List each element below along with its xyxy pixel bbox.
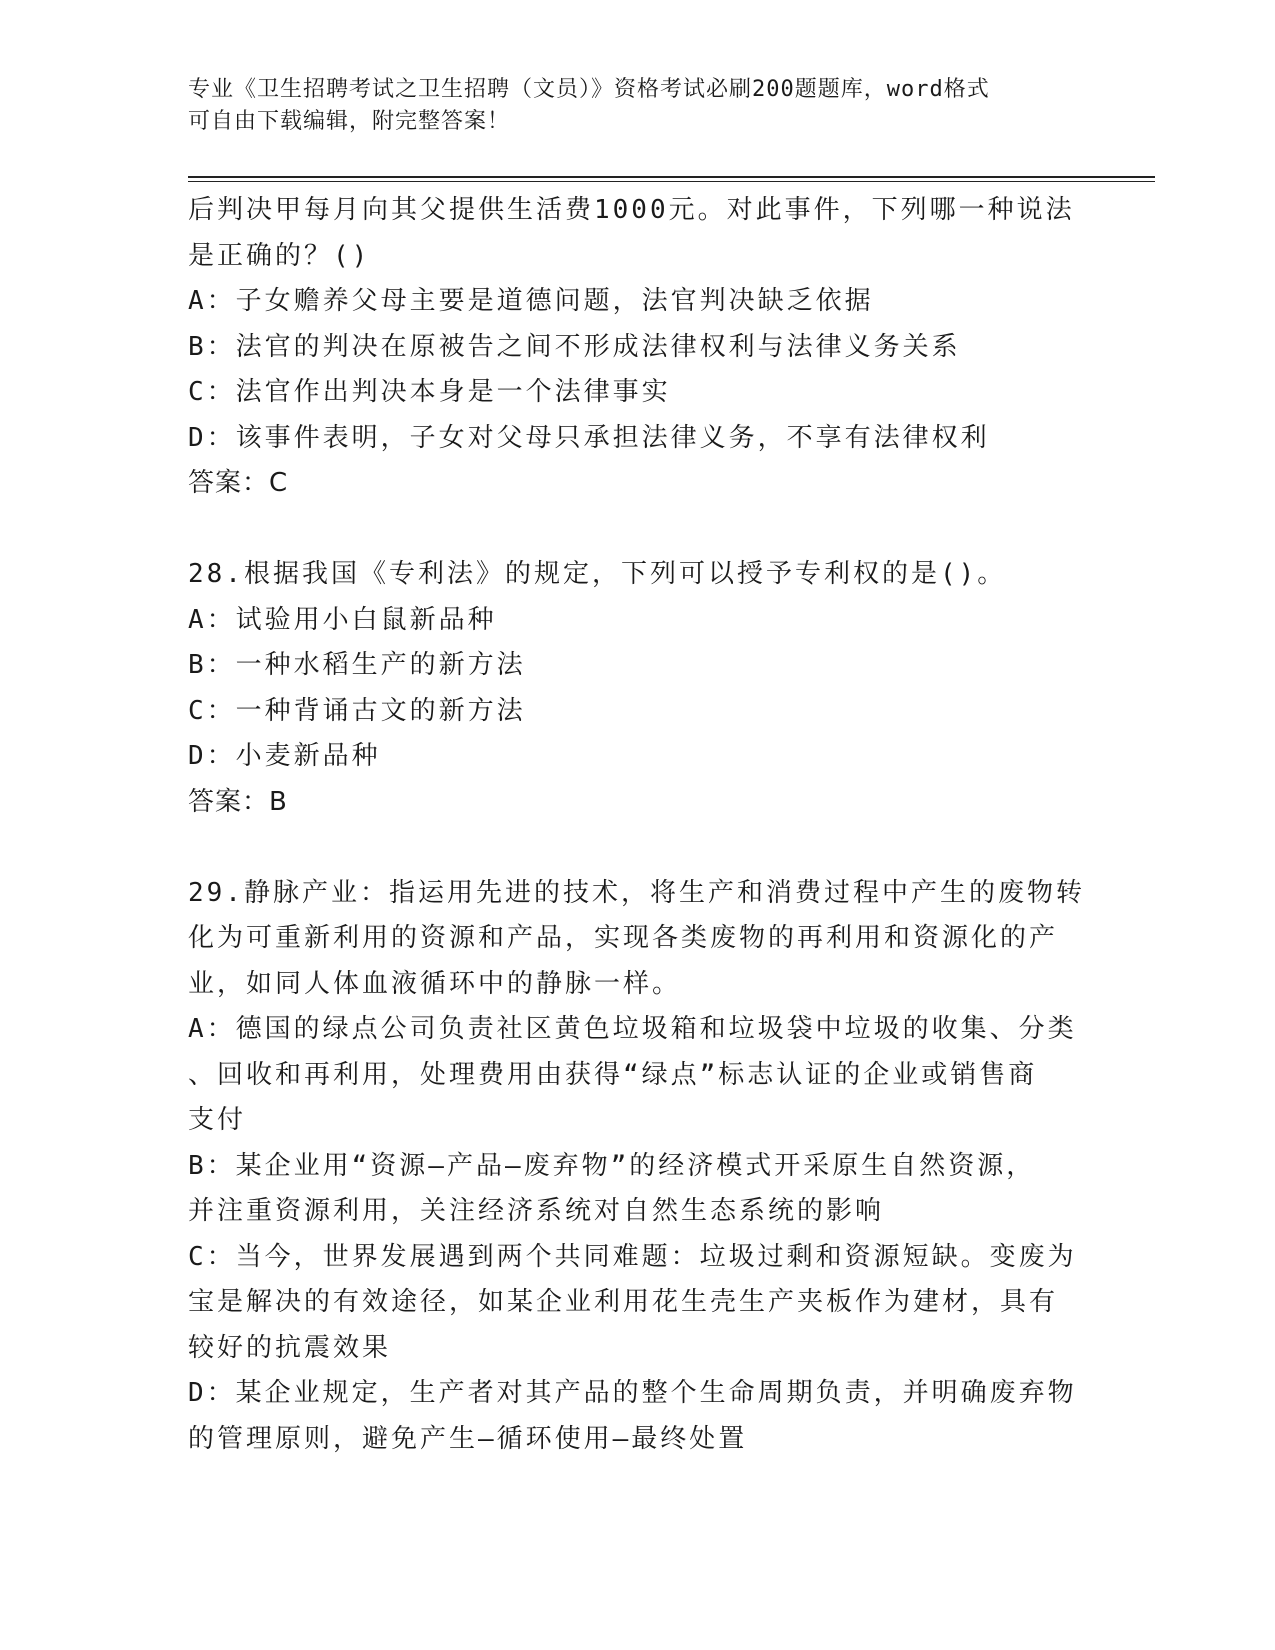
header-line: 可自由下载编辑，附完整答案！: [188, 109, 511, 134]
option-a: 支付: [188, 1105, 247, 1135]
spacer: [188, 825, 1068, 871]
option-c: 宝是解决的有效途径，如某企业利用花生壳生产夹板作为建材，具有: [188, 1287, 1059, 1317]
option-a: A：子女赡养父母主要是道德问题，法官判决缺乏依据: [188, 286, 874, 316]
option-a: 、回收和再利用，处理费用由获得“绿点”标志认证的企业或销售商: [188, 1059, 1038, 1090]
question-27: [188, 188, 1075, 507]
option-b: 并注重资源利用，关注经济系统对自然生态系统的影响: [188, 1196, 885, 1226]
option-b: B：一种水稻生产的新方法: [188, 650, 526, 680]
option-a: A：试验用小白鼠新品种: [188, 604, 497, 635]
option-c: 较好的抗震效果: [188, 1332, 392, 1363]
option-d: 的管理原则，避免产生—循环使用—最终处置: [188, 1423, 748, 1454]
question-stem: 业，如同人体血液循环中的静脉一样。: [188, 968, 682, 999]
option-c: C：当今，世界发展遇到两个共同难题：垃圾过剩和资源短缺。变废为: [188, 1241, 1077, 1272]
header-divider: [188, 176, 1155, 182]
question-stem: 化为可重新利用的资源和产品，实现各类废物的再利用和资源化的产: [188, 923, 1059, 953]
question-29: [188, 871, 1085, 1463]
option-b: B：法官的判决在原被告之间不形成法律权利与法律义务关系: [188, 331, 961, 362]
option-d: D：小麦新品种: [188, 741, 381, 771]
spacer: [188, 507, 1068, 553]
header-line: 专业《卫生招聘考试之卫生招聘（文员）》资格考试必刷200题题库，word格式: [188, 77, 990, 102]
option-d: D：某企业规定，生产者对其产品的整个生命周期负责，并明确废弃物: [188, 1378, 1077, 1408]
question-stem: 28.根据我国《专利法》的规定，下列可以授予专利权的是()。: [188, 559, 1007, 589]
option-c: C：法官作出判决本身是一个法律事实: [188, 377, 671, 407]
option-a: A：德国的绿点公司负责社区黄色垃圾箱和垃圾袋中垃圾的收集、分类: [188, 1014, 1077, 1044]
option-d: D：该事件表明，子女对父母只承担法律义务，不享有法律权利: [188, 422, 990, 453]
question-stem: 后判决甲每月向其父提供生活费1000元。对此事件，下列哪一种说法: [188, 195, 1075, 225]
question-28: [188, 552, 1068, 825]
page-header: [188, 74, 1068, 138]
question-stem: 29.静脉产业：指运用先进的技术，将生产和消费过程中产生的废物转: [188, 877, 1085, 908]
question-stem: 是正确的？(): [188, 240, 371, 271]
answer-label: 答案：C: [188, 468, 289, 498]
option-b: B：某企业用“资源—产品—废弃物”的经济模式开采原生自然资源，: [188, 1150, 1036, 1181]
option-c: C：一种背诵古文的新方法: [188, 695, 526, 726]
answer-label: 答案：B: [188, 786, 288, 817]
page-content: [188, 188, 1085, 1462]
